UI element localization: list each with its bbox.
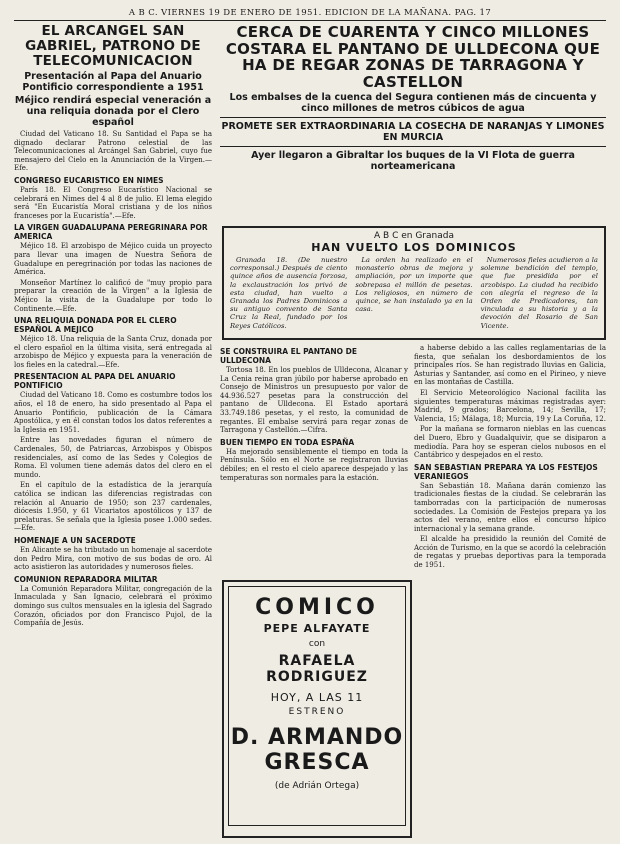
box-paragraph: Numerosos fieles acudieron a la solemne bendición del templo, que fue presidida por el arzobispo. La ciudad ha recibido con alegría el regreso de la Orden de Predicadores, tan vinculada a su historia y a la devoción del Rosario de San Vicente.: [480, 256, 598, 330]
section-heading: UNA RELIQUIA DONADA POR EL CLERO ESPAÑOL A MEJICO: [14, 316, 177, 335]
section-heading: COMUNION REPARADORA MILITAR: [14, 574, 158, 584]
main-deck-1: Los embalses de la cuenca del Segura contienen más de cincuenta y cinco millones de metros cúbicos de agua: [229, 92, 597, 114]
paragraph: Por la mañana se formaron nieblas en las cuencas del Duero, Ebro y Guadalquivir, que se disiparon a mediodía. Para hoy se esperan cielos nubosos en el Cantábrico y despejados en el resto.: [414, 425, 606, 460]
article-subtitle: Presentación al Papa del Anuario Pontificio correspondiente a 1951: [22, 71, 204, 93]
page-header: A B C. VIERNES 19 DE ENERO DE 1951. EDICION DE LA MAÑANA. PAG. 17: [14, 6, 606, 21]
box-headline: HAN VUELTO LOS DOMINICOS: [311, 241, 517, 254]
section-heading: CONGRESO EUCARISTICO EN NIMES: [14, 175, 164, 185]
section-heading: PRESENTACION AL PAPA DEL ANUARIO PONTIFICIO: [14, 372, 176, 391]
box-columns: [224, 256, 604, 332]
paragraph: Ciudad del Vaticano 18. Su Santidad el Papa se ha dignado declarar Patrono celestial de las Telecomunicaciones al Arcángel San Gabriel, cuyo fue mensajero del Cielo en la Anunciación de la Virgen.—Efe.: [14, 130, 212, 173]
main-article-header: [220, 24, 606, 220]
section-heading: SE CONSTRUIRA EL PANTANO DE ULLDECONA: [220, 347, 358, 365]
right-column: [414, 344, 606, 836]
divider: [220, 117, 606, 118]
box-kicker: A B C en Granada: [374, 231, 454, 241]
ad-theatre: COMICO: [255, 595, 379, 620]
section-heading: HOMENAJE A UN SACERDOTE: [14, 535, 136, 545]
box-paragraph: La orden ha realizado en el monasterio obras de mejora y ampliación, por un importe que sobrepasa el millón de pesetas. Los religiosos, en número de quince, se han instalado ya en la casa.: [355, 256, 473, 314]
article-subtitle-2: Méjico rendirá especial veneración a una reliquia donada por el Clero español: [14, 95, 212, 128]
paragraph: Méjico 18. Una reliquia de la Santa Cruz, donada por el clero español en la última visita, será entregada al arzobispo de Méjico y expuesta para la veneración de los fieles en la catedral.—Efe.: [14, 335, 212, 369]
section-heading: LA VIRGEN GUADALUPANA PEREGRINARA POR AMERICA: [14, 223, 208, 242]
paragraph: Tortosa 18. En los pueblos de Ulldecona, Alcanar y La Cenia reina gran júbilo por haberse aprobado en Consejo de Ministros un presupuesto por valor de 44.936.527 pesetas para la construcción del pantano de Ulldecona. El Estado aportará 33.749.186 pesetas, y el resto, la comunidad de regantes. El embalse servirá para regar zonas de Tarragona y Castellón.—Cifra.: [220, 366, 408, 435]
ad-with: con: [308, 639, 326, 649]
paragraph: Ha mejorado sensiblemente el tiempo en toda la Península. Sólo en el Norte se registraron lluvias débiles; en el resto el cielo aparece despejado y las temperaturas son normales para la estación.: [220, 447, 408, 482]
ad-company: PEPE ALFAYATE: [263, 622, 371, 635]
section-heading: SAN SEBASTIAN PREPARA YA LOS FESTEJOS VERANIEGOS: [414, 462, 598, 481]
ad-star: RAFAELA RODRIGUEZ: [266, 653, 368, 685]
section-heading: BUEN TIEMPO EN TODA ESPAÑA: [220, 437, 355, 447]
ad-author: (de Adrián Ortega): [274, 781, 360, 791]
paragraph: a haberse debido a las calles reglamentarias de la fiesta, que señalan los desbordamientos de los principales ríos. Se han registrado lluvias en Galicia, Asturias y Santander, así como en el Pirineo, y nieve en las montañas de Castilla.: [414, 344, 606, 387]
theatre-advertisement: [222, 580, 412, 838]
paragraph: En el capítulo de la estadística de la jerarquía católica se indican las diferencias registradas con relación al Anuario de 1950; son 237 cardenales, diócesis 1.950, y 61 Vicariatos apostólicos y 137 de prelaturas. Se señala que la Iglesia posee 1.000 sedes.—Efe.: [14, 481, 212, 533]
paragraph: Monseñor Martínez lo calificó de "muy propio para preparar la creación de la Virgen" a la Iglesia de Méjico la visita de la Guadalupe por todo lo Continente.—Efe.: [14, 278, 212, 313]
boxed-article: [222, 226, 606, 340]
main-headline: CERCA DE CUARENTA Y CINCO MILLONES COSTARA EL PANTANO DE ULLDECONA QUE HA DE REGAR ZONAS DE TARRAGONA Y CASTELLON: [225, 24, 601, 91]
paragraph: Méjico 18. El arzobispo de Méjico cuida un proyecto para llevar una imagen de Nuestra Señora de Guadalupe en peregrinación por todas las naciones de América.: [14, 242, 212, 277]
box-paragraph: Granada 18. (De nuestro corresponsal.) Después de ciento quince años de ausencia forzosa, la exclaustración los privó de esta ciudad, han vuelto a Granada los Padres Dominicos a su antiguo convento de Santa Cruz la Real, fundado por los Reyes Católicos.: [230, 256, 348, 330]
main-deck-2: PROMETE SER EXTRAORDINARIA LA COSECHA DE NARANJAS Y LIMONES EN MURCIA: [221, 121, 605, 143]
middle-column: [220, 344, 408, 574]
paragraph: La Comunión Reparadora Militar, congregación de la Inmaculada y San Ignacio, celebrará el próximo domingo sus cultos mensuales en la iglesia del Sagrado Corazón, oficiados por don Francisco Pujol, de la Compañía de Jesús.: [14, 584, 212, 628]
main-deck-3: Ayer llegaron a Gibraltar los buques de la VI Flota de guerra norteamericana: [251, 150, 575, 172]
paragraph: San Sebastián 18. Mañana darán comienzo las tradicionales fiestas de la ciudad. Se celebrarán las tamborradas con la participación de numerosas sociedades. La Comisión de Festejos prepara ya los actos del verano, entre ellos el concurso hípico internacional y la semana grande.: [414, 481, 606, 533]
left-column: [14, 24, 212, 836]
divider: [220, 146, 606, 147]
paragraph: Entre las novedades figuran el número de Cardenales, 50, de Patriarcas, Arzobispos y Obispos residenciales, así como de las Sedes y Colegios de Roma. El volumen tiene además datos del clero en el mundo.: [14, 436, 212, 479]
paragraph: En Alicante se ha tributado un homenaje al sacerdote don Pedro Mira, con motivo de sus bodas de oro. Al acto asistieron las autoridades y numerosos fieles.: [14, 545, 212, 572]
paragraph: El Servicio Meteorológico Nacional facilita las siguientes temperaturas máximas registradas ayer: Madrid, 9 grados; Barcelona, 14; Sevilla, 17; Valencia, 15; Málaga, 18; Murcia, 19 y La Coruña, 12.: [414, 388, 606, 423]
article-title: EL ARCANGEL SAN GABRIEL, PATRONO DE TELECOMUNICACION: [25, 24, 201, 69]
ad-estreno: ESTRENO: [288, 707, 346, 717]
ad-play: D. ARMANDO GRESCA: [230, 725, 404, 775]
paragraph: Ciudad del Vaticano 18. Como es costumbre todos los años, el 18 de enero, ha sido presentado al Papa el Anuario Pontificio, publicación de la Cámara Apostólica, y en él constan todos los datos referentes a la Iglesia en 1951.: [14, 391, 212, 434]
ad-when: HOY, A LAS 11: [270, 691, 364, 704]
ad-inner-frame: [228, 586, 406, 826]
paragraph: París 18. El Congreso Eucarístico Nacional se celebrará en Nimes del 4 al 8 de julio. El lema elegido será "En Eucaristía Moral cristiana y de los niños franceses por la Eucaristía".—Efe.: [14, 185, 212, 220]
paragraph: El alcalde ha presidido la reunión del Comité de Acción de Turismo, en la que se acordó la celebración de regatas y pruebas deportivas para la temporada de 1951.: [414, 535, 606, 570]
